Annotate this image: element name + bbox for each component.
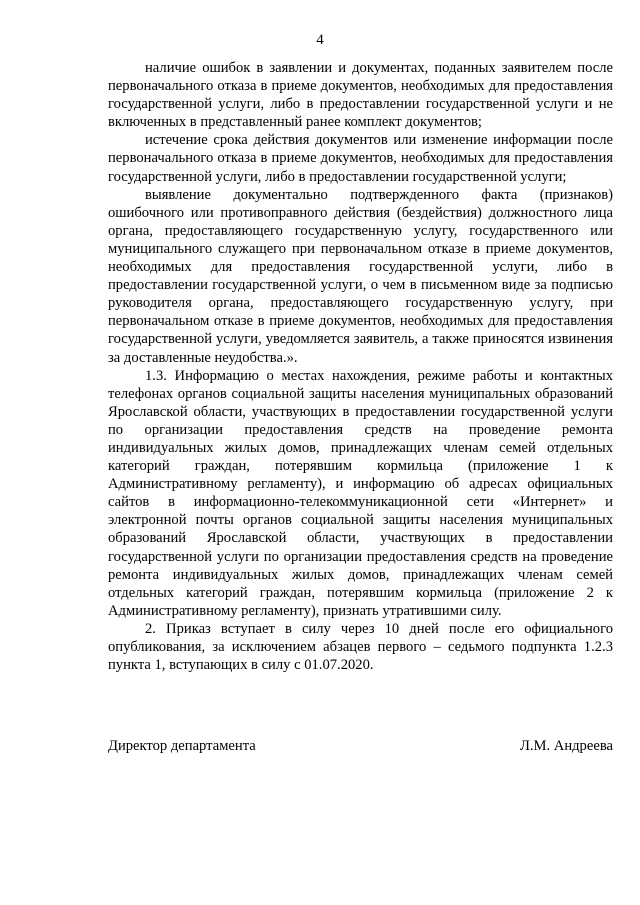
paragraph-erroneous-action: выявление документально подтвержденного факта (признаков) ошибочного или противоправного действия (бездействия) должностного лица органа, предоставляющего государственную услугу, государственного или муниципального служащего при первоначальном отказе в приеме документов, необходимых для предоставления государственной услуги, либо в предоставлении государственной услуги, о чем в письменном виде за подписью руководителя органа, предоставляющего государственную услугу, при первоначальном отказе в приеме документов, необходимых для предоставления государственной услуги, уведомляется заявитель, а также приносятся извинения за доставленные неудобства.».	[108, 186, 613, 366]
signature-block	[108, 737, 613, 755]
signatory-name: Л.М. Андреева	[519, 738, 613, 754]
paragraph-1-3: 1.3. Информацию о местах нахождения, режиме работы и контактных телефонах органов социальной защиты населения муниципальных образований Ярославской области, участвующих в предоставлении государственной услуги по организации предоставления средств на проведение ремонта индивидуальных жилых домов, принадлежащих членам семей отдельных категорий граждан, потерявшим кормильца (приложение 1 к Административному регламенту), и информацию об адресах официальных сайтов в информационно-телекоммуникационной сети «Интернет» и электронной почты органов социальной защиты населения муниципальных образований Ярославской области, участвующих в предоставлении государственной услуги по организации предоставления средств на проведение ремонта индивидуальных жилых домов, принадлежащих членам семей отдельных категорий граждан, потерявшим кормильца (приложение 2 к Административному регламенту), признать утратившими силу.	[108, 367, 613, 619]
signatory-position: Директор департамента	[108, 738, 256, 754]
paragraph-document-expiry: истечение срока действия документов или изменение информации после первоначального отказа в приеме документов, необходимых для предоставления государственной услуги, либо в предоставлении государственной услуги;	[108, 132, 613, 185]
paragraph-errors-in-application: наличие ошибок в заявлении и документах, поданных заявителем после первоначального отказа в приеме документов, необходимых для предоставления государственной услуги, либо в предоставлении государственной услуги и не включенных в представленный ранее комплект документов;	[108, 60, 613, 131]
document-body	[108, 59, 613, 674]
paragraph-2: 2. Приказ вступает в силу через 10 дней после его официального опубликования, за исключением абзацев первого – седьмого подпункта 1.2.3 пункта 1, вступающих в силу с 01.07.2020.	[108, 620, 613, 674]
page-number: 4	[316, 32, 324, 48]
